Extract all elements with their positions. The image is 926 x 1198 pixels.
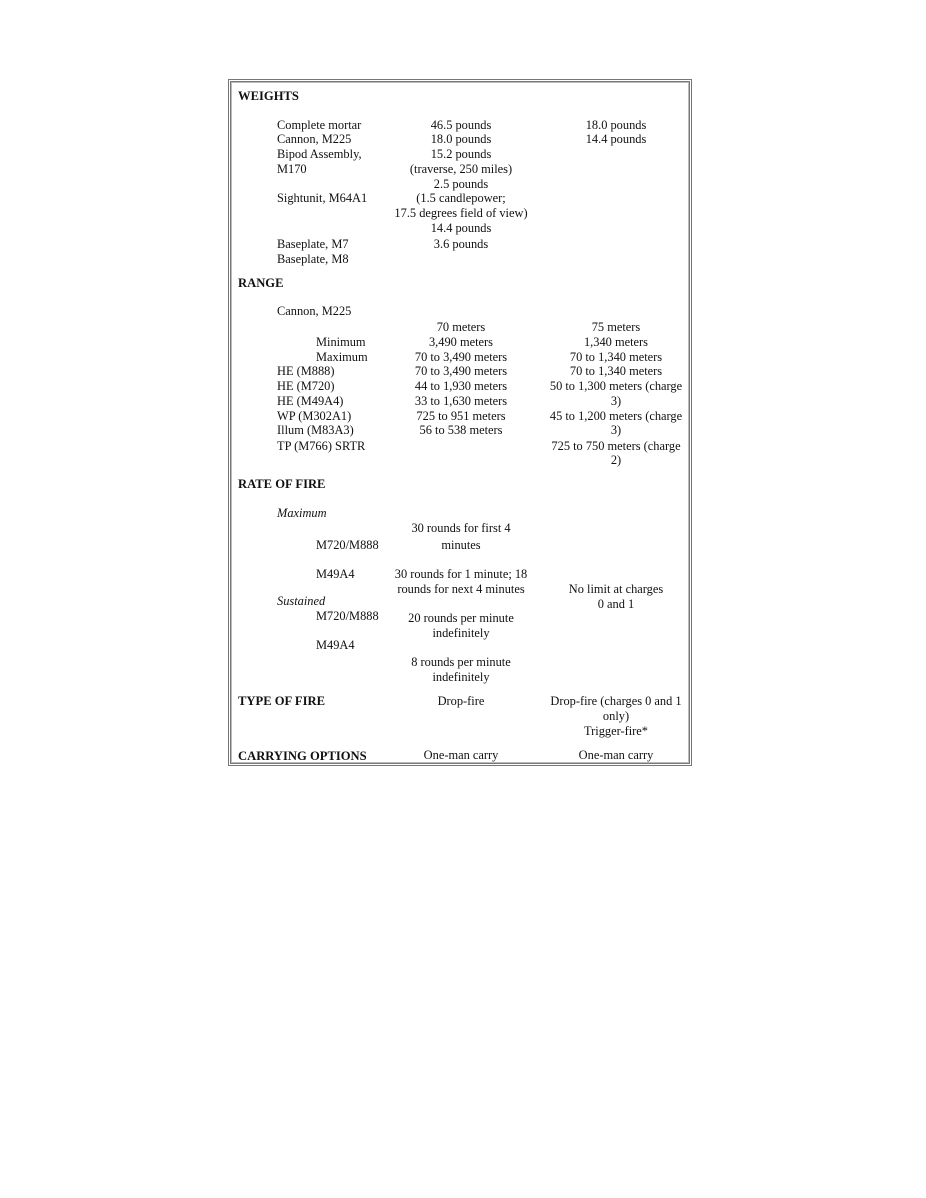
rate-of-fire-value: 30 rounds for 1 minute; 18 bbox=[394, 567, 528, 581]
weights-heading: WEIGHTS bbox=[238, 89, 299, 103]
range-label: Minimum bbox=[316, 335, 366, 349]
range-value-alt: 725 to 750 meters (charge bbox=[551, 439, 681, 453]
rate-of-fire-value-alt: 0 and 1 bbox=[597, 597, 635, 611]
weights-value: 15.2 pounds bbox=[430, 147, 492, 161]
rate-of-fire-value: 30 rounds for first 4 bbox=[411, 521, 511, 535]
range-value-alt: 70 to 1,340 meters bbox=[569, 364, 663, 378]
weights-label: Bipod Assembly, bbox=[277, 147, 362, 161]
rate-of-fire-sustained-label: Sustained bbox=[277, 594, 326, 608]
range-value-alt: 3) bbox=[610, 394, 622, 408]
range-value: 725 to 951 meters bbox=[416, 409, 506, 423]
rate-of-fire-maximum-label: Maximum bbox=[277, 506, 327, 520]
range-label: TP (M766) SRTR bbox=[277, 439, 366, 453]
range-value-alt: 45 to 1,200 meters (charge bbox=[549, 409, 683, 423]
range-heading: RANGE bbox=[238, 276, 284, 290]
weights-value: 14.4 pounds bbox=[430, 221, 492, 235]
range-value: 70 to 3,490 meters bbox=[414, 350, 508, 364]
weights-label: Cannon, M225 bbox=[277, 132, 352, 146]
rate-of-fire-value: indefinitely bbox=[432, 626, 490, 640]
carrying-options-value: One-man carry bbox=[423, 748, 499, 762]
rate-of-fire-value: 20 rounds per minute bbox=[408, 611, 514, 625]
carrying-options-heading: CARRYING OPTIONS bbox=[238, 749, 367, 763]
range-label: Illum (M83A3) bbox=[277, 423, 354, 437]
rate-of-fire-label: M49A4 bbox=[316, 567, 355, 581]
weights-value-alt: 18.0 pounds bbox=[585, 118, 647, 132]
range-value-alt: 75 meters bbox=[591, 320, 641, 334]
range-label: Maximum bbox=[316, 350, 368, 364]
rate-of-fire-value: 8 rounds per minute bbox=[411, 655, 511, 669]
range-label: WP (M302A1) bbox=[277, 409, 352, 423]
type-of-fire-value-alt: Trigger-fire* bbox=[584, 724, 648, 738]
range-value-alt: 50 to 1,300 meters (charge bbox=[549, 379, 683, 393]
range-label: HE (M720) bbox=[277, 379, 335, 393]
type-of-fire-value-alt: only) bbox=[602, 709, 630, 723]
rate-of-fire-value: minutes bbox=[441, 538, 481, 552]
carrying-options-value-alt: One-man carry bbox=[578, 748, 654, 762]
range-value-alt: 3) bbox=[610, 423, 622, 437]
weights-value: (traverse, 250 miles) bbox=[409, 162, 513, 176]
weights-label: Complete mortar bbox=[277, 118, 362, 132]
type-of-fire-heading: TYPE OF FIRE bbox=[238, 694, 325, 708]
type-of-fire-value-alt: Drop-fire (charges 0 and 1 bbox=[550, 694, 682, 708]
rate-of-fire-label: M49A4 bbox=[316, 638, 355, 652]
rate-of-fire-label: M720/M888 bbox=[316, 609, 379, 623]
range-value-alt: 2) bbox=[610, 453, 622, 467]
range-value: 33 to 1,630 meters bbox=[414, 394, 508, 408]
weights-value: 2.5 pounds bbox=[433, 177, 489, 191]
range-cannon-label: Cannon, M225 bbox=[277, 304, 352, 318]
weights-value: 46.5 pounds bbox=[430, 118, 492, 132]
type-of-fire-value: Drop-fire bbox=[437, 694, 485, 708]
range-value: 70 meters bbox=[436, 320, 486, 334]
range-value: 70 to 3,490 meters bbox=[414, 364, 508, 378]
weights-value: 18.0 pounds bbox=[430, 132, 492, 146]
range-value: 3,490 meters bbox=[428, 335, 493, 349]
weights-value: 17.5 degrees field of view) bbox=[394, 206, 528, 220]
rate-of-fire-value: rounds for next 4 minutes bbox=[397, 582, 525, 596]
rate-of-fire-value: indefinitely bbox=[432, 670, 490, 684]
rate-of-fire-heading: RATE OF FIRE bbox=[238, 477, 326, 491]
range-label: HE (M49A4) bbox=[277, 394, 344, 408]
weights-label: Baseplate, M7 bbox=[277, 237, 349, 251]
range-value: 56 to 538 meters bbox=[419, 423, 503, 437]
weights-label: Baseplate, M8 bbox=[277, 252, 349, 266]
weights-value: 3.6 pounds bbox=[433, 237, 489, 251]
rate-of-fire-label: M720/M888 bbox=[316, 538, 379, 552]
rate-of-fire-value-alt: No limit at charges bbox=[568, 582, 664, 596]
weights-value: (1.5 candlepower; bbox=[416, 191, 506, 205]
weights-value-alt: 14.4 pounds bbox=[585, 132, 647, 146]
range-value-alt: 1,340 meters bbox=[583, 335, 648, 349]
range-label: HE (M888) bbox=[277, 364, 335, 378]
range-value: 44 to 1,930 meters bbox=[414, 379, 508, 393]
range-value-alt: 70 to 1,340 meters bbox=[569, 350, 663, 364]
weights-label: M170 bbox=[277, 162, 307, 176]
weights-label: Sightunit, M64A1 bbox=[277, 191, 368, 205]
